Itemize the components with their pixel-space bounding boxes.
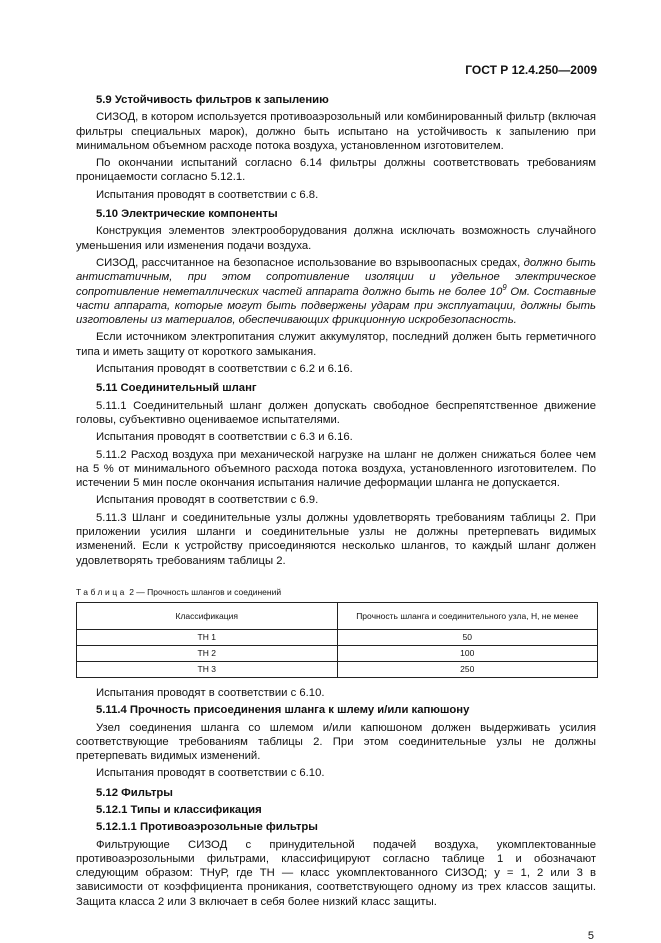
- paragraph: Конструкция элементов электрооборудования должна исключать возможность случайного уменьшения или изменения подачи воздуха.: [76, 225, 596, 252]
- caption-text: 2 — Прочность шлангов и соединений: [126, 586, 282, 597]
- paragraph: Узел соединения шланга со шлемом и/или капюшоном должен выдерживать усилия соответствующие требованиям таблицы 2. При этом соединительные узлы не должны претерпевать видимых изменений.: [76, 721, 596, 763]
- paragraph: Испытания проводят в соответствии с 6.10.: [96, 767, 325, 780]
- table-cell: ТН 2: [77, 645, 338, 661]
- text: СИЗОД, рассчитанное на безопасное использование во взрывоопасных средах,: [96, 256, 524, 269]
- section-5-10-heading: 5.10 Электрические компоненты: [96, 208, 278, 221]
- text-italic: Ом. Составные части аппарата, которые могут быть подвержены ударам при эксплуатации, должны быть изготовлены из материалов, обеспечивающих фрикционную искробезопасность.: [76, 285, 597, 327]
- paragraph: 5.11.3 Шланг и соединительные узлы должны удовлетворять требованиям таблицы 2. При приложении усилия шланги и соединительные узлы не должны претерпевать видимых изменений. Если к устройству присоединяются несколько шлангов, то каждый шланг должен удовлетворять требованиям таблицы 2.: [76, 511, 596, 567]
- column-header: Классификация: [77, 602, 338, 629]
- hose-strength-table: [76, 602, 598, 678]
- superscript: 9: [502, 282, 507, 292]
- section-5-9-heading: 5.9 Устойчивость фильтров к запылению: [96, 94, 329, 106]
- section-5-12-1-1-heading: 5.12.1.1 Противоаэрозольные фильтры: [96, 821, 318, 834]
- paragraph: Испытания проводят в соответствии с 6.2 и 6.16.: [96, 363, 353, 376]
- table-cell: 50: [337, 629, 598, 645]
- table-cell: ТН 3: [77, 661, 338, 677]
- table-row: [77, 629, 598, 645]
- document-body: [76, 93, 596, 943]
- section-5-12-1-heading: 5.12.1 Типы и классификация: [96, 803, 262, 816]
- paragraph: 5.11.1 Соединительный шланг должен допускать свободное беспрепятственное движение головы, субъективно оцениваемое испытателями.: [76, 399, 596, 426]
- paragraph: Если источником электропитания служит аккумулятор, последний должен быть герметичного типа и иметь защиту от короткого замыкания.: [76, 331, 596, 358]
- section-5-12-heading: 5.12 Фильтры: [96, 786, 173, 799]
- paragraph: По окончании испытаний согласно 6.14 фильтры должны соответствовать требованиям проницаемости согласно 5.12.1.: [76, 157, 596, 184]
- caption-label: Таблица: [76, 586, 127, 597]
- paragraph: Испытания проводят в соответствии с 6.9.: [96, 494, 319, 507]
- table-cell: 100: [337, 645, 598, 661]
- paragraph: 5.11.2 Расход воздуха при механической нагрузке на шланг не должен снижаться более чем на 5 % от минимального объемного расхода потока воздуха, установленного изготовителем. По истечении 5 мин после окончания испытания наличие деформации шланга не допускается.: [76, 448, 596, 490]
- paragraph: [76, 256, 596, 327]
- table-cell: 250: [337, 661, 598, 677]
- page-number: 5: [587, 930, 594, 943]
- table-row: [77, 661, 598, 677]
- section-5-11-4-heading: 5.11.4 Прочность присоединения шланга к шлему и/или капюшону: [96, 704, 470, 717]
- table-row: [77, 645, 598, 661]
- paragraph: Испытания проводят в соответствии с 6.10.: [96, 686, 325, 699]
- table-header-row: [77, 602, 598, 629]
- column-header: Прочность шланга и соединительного узла, Н, не менее: [337, 602, 598, 629]
- paragraph: Испытания проводят в соответствии с 6.3 и 6.16.: [96, 431, 353, 444]
- paragraph: СИЗОД, в котором используется противоаэрозольный или комбинированный фильтр (включая фильтры специальных марок), должно быть испытано на устойчивость к запылению при минимальном объемном расходе потока воздуха, установленном изготовителем.: [76, 111, 596, 152]
- paragraph: Испытания проводят в соответствии с 6.8.: [96, 188, 319, 201]
- table-cell: ТН 1: [77, 629, 338, 645]
- text-italic: должно быть антистатичным, при этом сопротивление изоляции и удельное электрическое сопротивление неметаллических частей аппарата должно быть не более 10: [76, 256, 596, 298]
- section-5-11-heading: 5.11 Соединительный шланг: [96, 382, 257, 395]
- table-caption: [76, 586, 596, 598]
- paragraph: Фильтрующие СИЗОД с принудительной подачей воздуха, укомплектованные противоаэрозольными фильтрами, классифицируют согласно таблице 1 и обозначают следующим образом: ТНуР, где ТН — класс укомплектованного СИЗОД; у = 1, 2 или 3 в зависимости от коэффициента проникания, соответствующего одному из трех классов защиты. Защита класса 2 или 3 включает в себя более низкий класс защиты.: [76, 838, 596, 908]
- document-header: ГОСТ Р 12.4.250—2009: [465, 63, 597, 77]
